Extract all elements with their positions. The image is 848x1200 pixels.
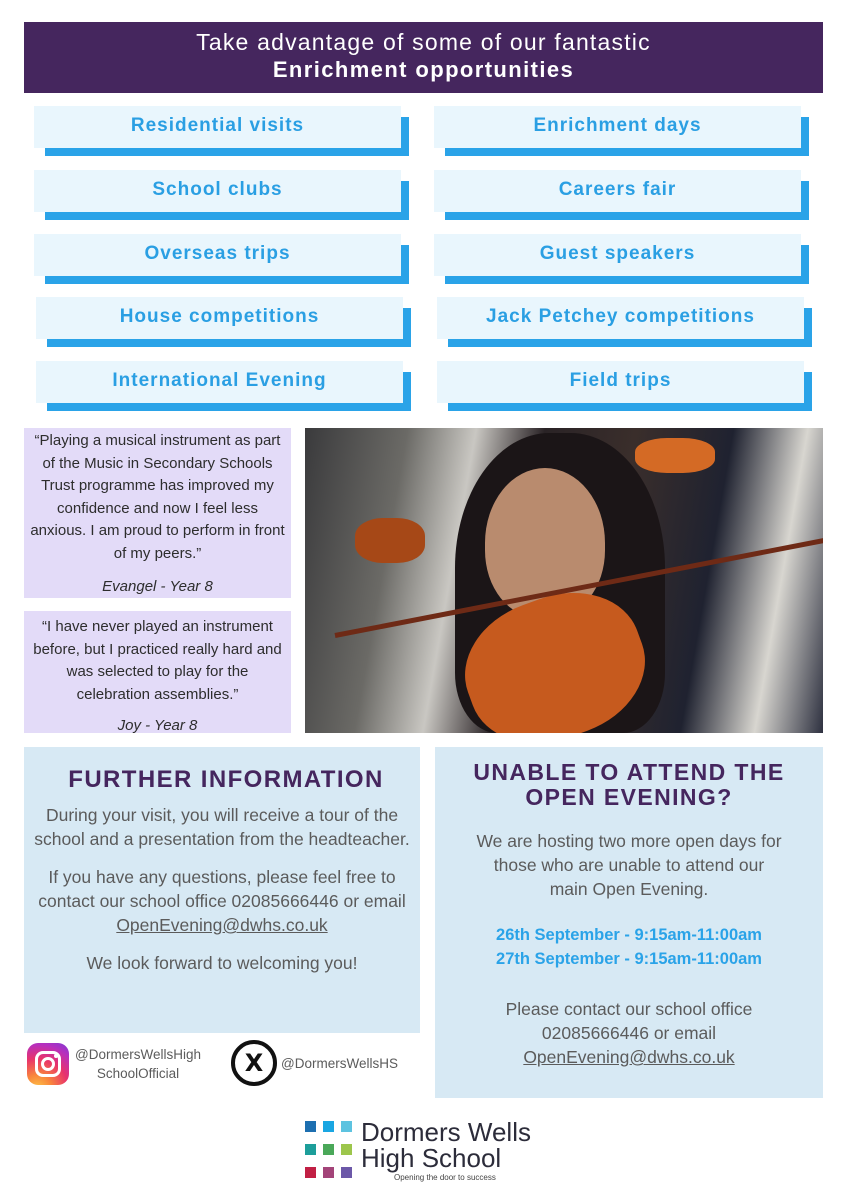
- open-day-date: 27th September - 9:15am-11:00am: [496, 950, 762, 968]
- testimonial-author: Evangel - Year 8: [102, 578, 213, 595]
- school-logo: [305, 1119, 531, 1182]
- unable-title: UNABLE TO ATTEND THE OPEN EVENING?: [473, 759, 785, 810]
- school-tagline: Opening the door to success: [394, 1173, 496, 1182]
- enrichment-label: International Evening: [36, 361, 403, 403]
- open-days-list: [435, 923, 823, 971]
- banner-title: Enrichment opportunities: [272, 57, 575, 82]
- open-day-date: 26th September - 9:15am-11:00am: [496, 926, 762, 944]
- unable-text: We are hosting two more open days for those who are unable to attend our main Open Evening.: [476, 831, 782, 899]
- testimonial-evangel: [24, 428, 291, 598]
- enrichment-label: Careers fair: [434, 170, 801, 212]
- header-banner: [24, 22, 823, 93]
- enrichment-label: Jack Petchey competitions: [437, 297, 804, 339]
- contact-text: If you have any questions, please feel free to contact our school office 02085666446 or email OpenEvening@dwhs.co.uk: [38, 867, 406, 935]
- x-handle[interactable]: X @DormersWellsHS: [231, 1040, 398, 1086]
- testimonial-joy: [24, 611, 291, 733]
- school-name: Dormers Wells High School: [361, 1117, 531, 1173]
- enrichment-item-house-competitions: [36, 297, 411, 347]
- x-twitter-icon: X: [231, 1040, 277, 1086]
- email-link[interactable]: OpenEvening@dwhs.co.uk: [523, 1047, 735, 1067]
- enrichment-label: Enrichment days: [434, 106, 801, 148]
- enrichment-item-enrichment-days: [434, 106, 809, 156]
- instagram-icon: [27, 1043, 69, 1085]
- email-link[interactable]: OpenEvening@dwhs.co.uk: [116, 915, 328, 935]
- violin-student-photo: [305, 428, 823, 733]
- testimonial-quote: “I have never played an instrument before, but I practiced really hard and was selected to play for the celebration assemblies.”: [33, 618, 282, 703]
- testimonial-quote: “Playing a musical instrument as part of the Music in Secondary Schools Trust programme has improved my confidence and now I feel less anxious. I am proud to perform in front of my peers.”: [30, 432, 285, 562]
- enrichment-item-jack-petchey: [437, 297, 812, 347]
- banner-subtitle: Take advantage of some of our fantastic: [196, 29, 651, 55]
- testimonial-author: Joy - Year 8: [117, 717, 198, 734]
- further-information-title: FURTHER INFORMATION: [68, 766, 384, 793]
- enrichment-item-field-trips: [437, 361, 812, 411]
- further-information-panel: [24, 747, 420, 1033]
- instagram-handle[interactable]: @DormersWellsHigh SchoolOfficial: [27, 1043, 201, 1085]
- unable-to-attend-panel: [435, 747, 823, 1098]
- further-information-text: During your visit, you will receive a tour of the school and a presentation from the headteacher.: [34, 805, 410, 849]
- unable-contact-text: Please contact our school office 02085666446 or email OpenEvening@dwhs.co.uk: [505, 999, 753, 1067]
- logo-squares-icon: [305, 1121, 352, 1182]
- enrichment-item-international-evening: [36, 361, 411, 411]
- enrichment-label: Overseas trips: [34, 234, 401, 276]
- enrichment-item-overseas-trips: [34, 234, 409, 284]
- enrichment-label: Field trips: [437, 361, 804, 403]
- enrichment-item-guest-speakers: [434, 234, 809, 284]
- enrichment-item-school-clubs: [34, 170, 409, 220]
- enrichment-label: School clubs: [34, 170, 401, 212]
- enrichment-item-residential-visits: [34, 106, 409, 156]
- closing-text: We look forward to welcoming you!: [86, 953, 358, 973]
- enrichment-label: Guest speakers: [434, 234, 801, 276]
- enrichment-label: Residential visits: [34, 106, 401, 148]
- enrichment-item-careers-fair: [434, 170, 809, 220]
- enrichment-label: House competitions: [36, 297, 403, 339]
